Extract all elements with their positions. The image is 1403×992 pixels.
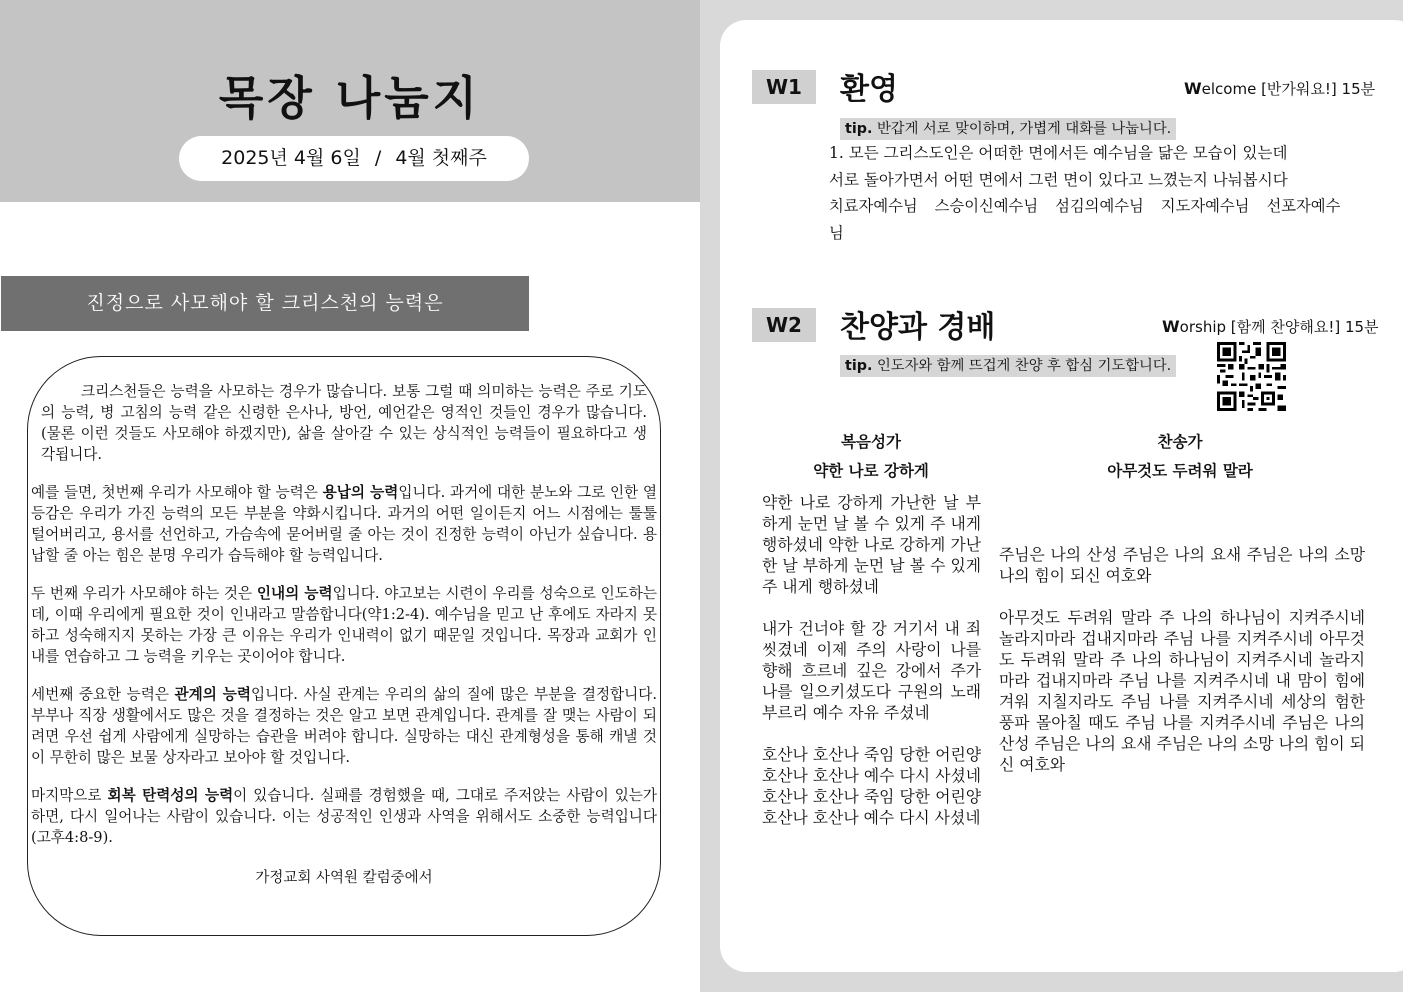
emphasis-text: 회복 탄력성의 능력 [107,787,234,804]
song2-title: 아무것도 두려워 말라 [1107,462,1253,480]
date-separator: / [374,147,382,169]
paragraph-text: 입니다. 과거에 대한 분노와 그로 인한 열등감은 우리가 가진 능력의 모든 부분을 약화시킵니다. 과거의 어떤 일이든지 어느 시점에는 툴툴 털어버리고, 용서를 선언하고, 가슴속에 묻어버릴 줄 아는 것이 진정한 능력이 아닌가 싶습니다. 용납할 줄 아는 힘은 분명 우리가 습득해야 할 능력입니다. [31,484,657,564]
header-band [0,0,700,202]
song1-title: 약한 나로 강하게 [813,462,929,480]
song1-category: 복음성가 [841,433,901,451]
paragraph-text: 두 번째 우리가 사모해야 하는 것은 [31,585,257,602]
emphasis-text: 인내의 능력 [256,585,333,602]
lyrics-verse: 내가 건너야 할 강 거기서 내 죄 씻겼네 이제 주의 사랑이 나를 향해 흐르네 깊은 강에서 주가 나를 일으키셨도다 구원의 노래 부르리 예수 자유 주셨네 [762,619,981,722]
w2-title: 찬양과 경배 [840,310,996,345]
date-pill [179,136,529,181]
article-paragraph-4 [31,684,657,768]
page-title: 목장 나눔지 [218,71,482,125]
lyrics-verse: 약한 나로 강하게 가난한 날 부하게 눈먼 날 볼 수 있게 주 내게 행하셨네 약한 나로 강하게 가난한 날 부하게 눈먼 날 볼 수 있게 주 내게 행하셨네 [762,493,981,596]
column-title-banner: 진정으로 사모해야 할 크리스천의 능력은 [1,276,529,331]
jesus-item: 지도자예수님 [1160,197,1250,215]
w1-badge: W1 [752,70,816,104]
paragraph-text: 세번째 중요한 능력은 [31,686,175,703]
song1-lyrics [762,492,981,849]
subtitle-text: elcome [반가워요!] 15분 [1201,80,1376,98]
song2-lyrics [999,544,1365,796]
emphasis-text: 용납의 능력 [322,484,399,501]
w1-title: 환영 [840,72,898,107]
tip-label: tip. [845,358,873,374]
paragraph-text: 입니다. 사실 관계는 우리의 삶의 질에 많은 부분을 결정합니다. 부부나 직장 생활에서도 많은 것을 결정하는 것은 알고 보면 관계입니다. 관계를 잘 맺는 사람이 되려면 우선 쉽게 사람에게 실망하는 습관을 버려야 합니다. 실망하는 대신 관계형성을 통해 캐낼 것이 무한히 많은 보물 상자라고 보아야 할 것입니다. [31,686,657,766]
question-line-1: 1. 모든 그리스도인은 어떠한 면에서든 예수님을 닮은 모습이 있는데 [829,144,1288,162]
question-line-2: 서로 돌아가면서 어떤 면에서 그런 면이 있다고 느꼈는지 나눠봅시다 [829,170,1288,189]
paragraph-text: 입니다. 야고보는 시련이 우리를 성숙으로 인도하는데, 이때 우리에게 필요한 것이 인내라고 말씀합니다(약1:2-4). 예수님을 믿고 난 후에도 자라지 못하고 성숙해지지 못하는 가장 큰 이유는 우리가 인내력이 없기 때문일 것입니다. 목장과 교회가 인내를 연습하고 그 능력을 키우는 곳이어야 합니다. [31,585,658,665]
date-week: 4월 첫째주 [395,147,487,169]
tip-text: 인도자와 함께 뜨겁게 찬양 후 합심 기도합니다. [876,358,1172,374]
w1-question [829,140,1349,246]
w1-tip [840,118,1176,140]
subtitle-initial: W [1184,79,1202,98]
tip-label: tip. [845,121,873,137]
w2-badge: W2 [752,308,816,342]
song2-category: 찬송가 [1157,433,1203,451]
lyrics-verse: 호산나 호산나 죽임 당한 어린양 호산나 호산나 예수 다시 사셨네 호산나 호산나 죽임 당한 어린양 호산나 호산나 예수 다시 사셨네 [762,745,981,827]
emphasis-text: 관계의 능력 [174,686,251,703]
date-day: 2025년 4월 6일 [221,147,361,169]
article-paragraph-3 [31,583,657,667]
subtitle-text: orship [함께 찬양해요!] 15분 [1179,318,1379,336]
article-paragraph-5 [31,785,657,848]
jesus-item: 섬김의예수님 [1055,197,1144,215]
paragraph-text: 이 있습니다. 실패를 경험했을 때, 그대로 주저앉는 사람이 있는가 하면, 다시 일어나는 사람이 있습니다. 이는 성공적인 인생과 사역을 위해서도 소중한 능력입니다(고후4:8-9). [31,787,657,846]
lyrics-verse: 주님은 나의 산성 주님은 나의 요새 주님은 나의 소망 나의 힘이 되신 여호와 [999,545,1365,585]
jesus-list [829,193,1349,246]
left-page [0,0,700,992]
article-paragraph-1: 크리스천들은 능력을 사모하는 경우가 많습니다. 보통 그럴 때 의미하는 능력은 주로 기도의 능력, 병 고침의 능력 같은 신령한 은사나, 방언, 예언같은 영적인 것들인 경우가 많습니다. (물론 이런 것들도 사모해야 하겠지만), 삶을 살아갈 수 있는 상식적인 능력들이 필요하다고 생각됩니다. [41,383,647,463]
jesus-item: 스승이신예수님 [934,197,1039,215]
subtitle-initial: W [1162,317,1180,336]
w2-subtitle [1162,316,1379,337]
column-article [27,356,661,936]
paragraph-text: 예를 들면, 첫번째 우리가 사모해야 할 능력은 [31,484,323,501]
qr-code-icon[interactable] [1217,342,1286,411]
paragraph-text: 마지막으로 [31,787,108,804]
tip-text: 반갑게 서로 맞이하며, 가볍게 대화를 나눕니다. [876,121,1172,137]
article-source: 가정교회 사역원 칼럼중에서 [255,870,433,886]
w2-tip [840,355,1176,377]
jesus-item: 선포자예수님 [829,197,1341,242]
w1-subtitle [1184,78,1375,99]
lyrics-verse: 아무것도 두려워 말라 주 나의 하나님이 지켜주시네 놀라지마라 겁내지마라 주님 나를 지켜주시네 아무것도 두려워 말라 주 나의 하나님이 지켜주시네 놀라지마라 겁내지마라 주님 나를 지켜주시네 내 맘이 힘에 겨워 지칠지라도 주님 나를 지켜주시네 세상의 험한 풍파 몰아칠 때도 주님 나를 지켜주시네 주님은 나의 산성 주님은 나의 요새 주님은 나의 소망 나의 힘이 되신 여호와 [999,608,1365,774]
article-paragraph-2 [31,482,657,566]
jesus-item: 치료자예수님 [829,197,918,215]
